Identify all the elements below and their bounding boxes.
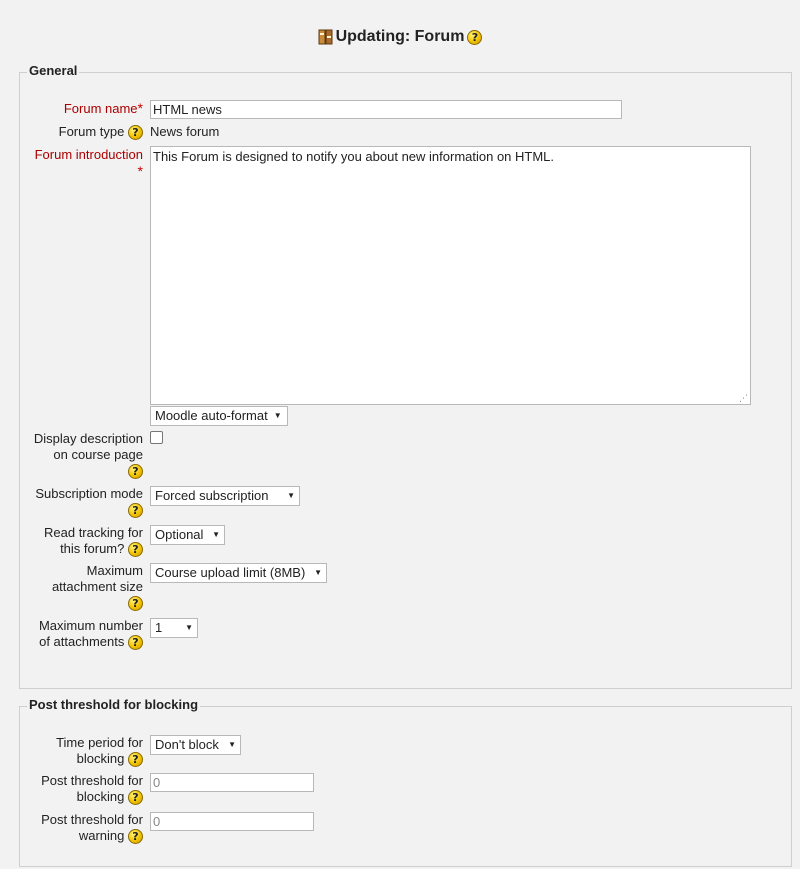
read-tracking-label: Read tracking for this forum? ? [44, 525, 143, 557]
help-icon[interactable]: ? [467, 30, 482, 45]
help-icon[interactable]: ? [128, 542, 143, 557]
max-attachment-size-label: Maximum attachment size ? [51, 563, 143, 611]
forum-type-label: Forum type ? [59, 124, 143, 140]
post-threshold-blocking-label: Post threshold for blocking ? [41, 773, 143, 805]
display-description-checkbox[interactable] [150, 431, 163, 444]
chevron-down-icon: ▼ [185, 623, 193, 632]
resize-grip-icon[interactable]: ⋰ [739, 393, 748, 403]
read-tracking-select[interactable]: Optional ▼ [150, 525, 225, 545]
chevron-down-icon: ▼ [273, 411, 282, 420]
chevron-down-icon: ▼ [287, 491, 295, 500]
forum-icon [318, 29, 333, 45]
max-attachments-label: Maximum number of attachments ? [38, 618, 143, 650]
max-attachment-size-select[interactable]: Course upload limit (8MB) ▼ [150, 563, 327, 583]
help-icon[interactable]: ? [128, 464, 143, 479]
format-select[interactable]: Moodle auto-format ▼ [150, 406, 288, 426]
forum-intro-label: Forum introduction * [34, 147, 143, 179]
help-icon[interactable]: ? [128, 125, 143, 140]
forum-intro-textarea[interactable] [150, 146, 751, 405]
help-icon[interactable]: ? [128, 790, 143, 805]
help-icon[interactable]: ? [128, 752, 143, 767]
help-icon[interactable]: ? [128, 635, 143, 650]
forum-intro-text: This Forum is designed to notify you about new information on HTML. [153, 149, 555, 164]
subscription-mode-label: Subscription mode ? [35, 486, 143, 518]
blocking-legend: Post threshold for blocking [29, 697, 199, 712]
help-icon[interactable]: ? [128, 596, 143, 611]
page-title [0, 28, 800, 46]
post-threshold-warning-input[interactable] [150, 812, 314, 831]
page-title-text: Updating: Forum [335, 28, 465, 45]
chevron-down-icon: ▼ [228, 740, 236, 749]
max-attachments-select[interactable]: 1 ▼ [150, 618, 198, 638]
post-threshold-blocking-input[interactable] [150, 773, 314, 792]
subscription-mode-select[interactable]: Forced subscription ▼ [150, 486, 300, 506]
time-period-select[interactable]: Don't block ▼ [150, 735, 241, 755]
display-description-label: Display description on course page ? [33, 431, 143, 479]
chevron-down-icon: ▼ [212, 530, 220, 539]
required-star: * [137, 100, 143, 116]
chevron-down-icon: ▼ [314, 568, 322, 577]
forum-name-label: Forum name* [63, 100, 143, 116]
time-period-label: Time period for blocking ? [56, 735, 143, 767]
forum-name-input[interactable] [150, 100, 622, 119]
required-star: * [137, 163, 143, 179]
post-threshold-warning-label: Post threshold for warning ? [41, 812, 143, 844]
forum-type-value: News forum [150, 124, 220, 139]
help-icon[interactable]: ? [128, 503, 143, 518]
general-legend: General [29, 63, 78, 78]
help-icon[interactable]: ? [128, 829, 143, 844]
